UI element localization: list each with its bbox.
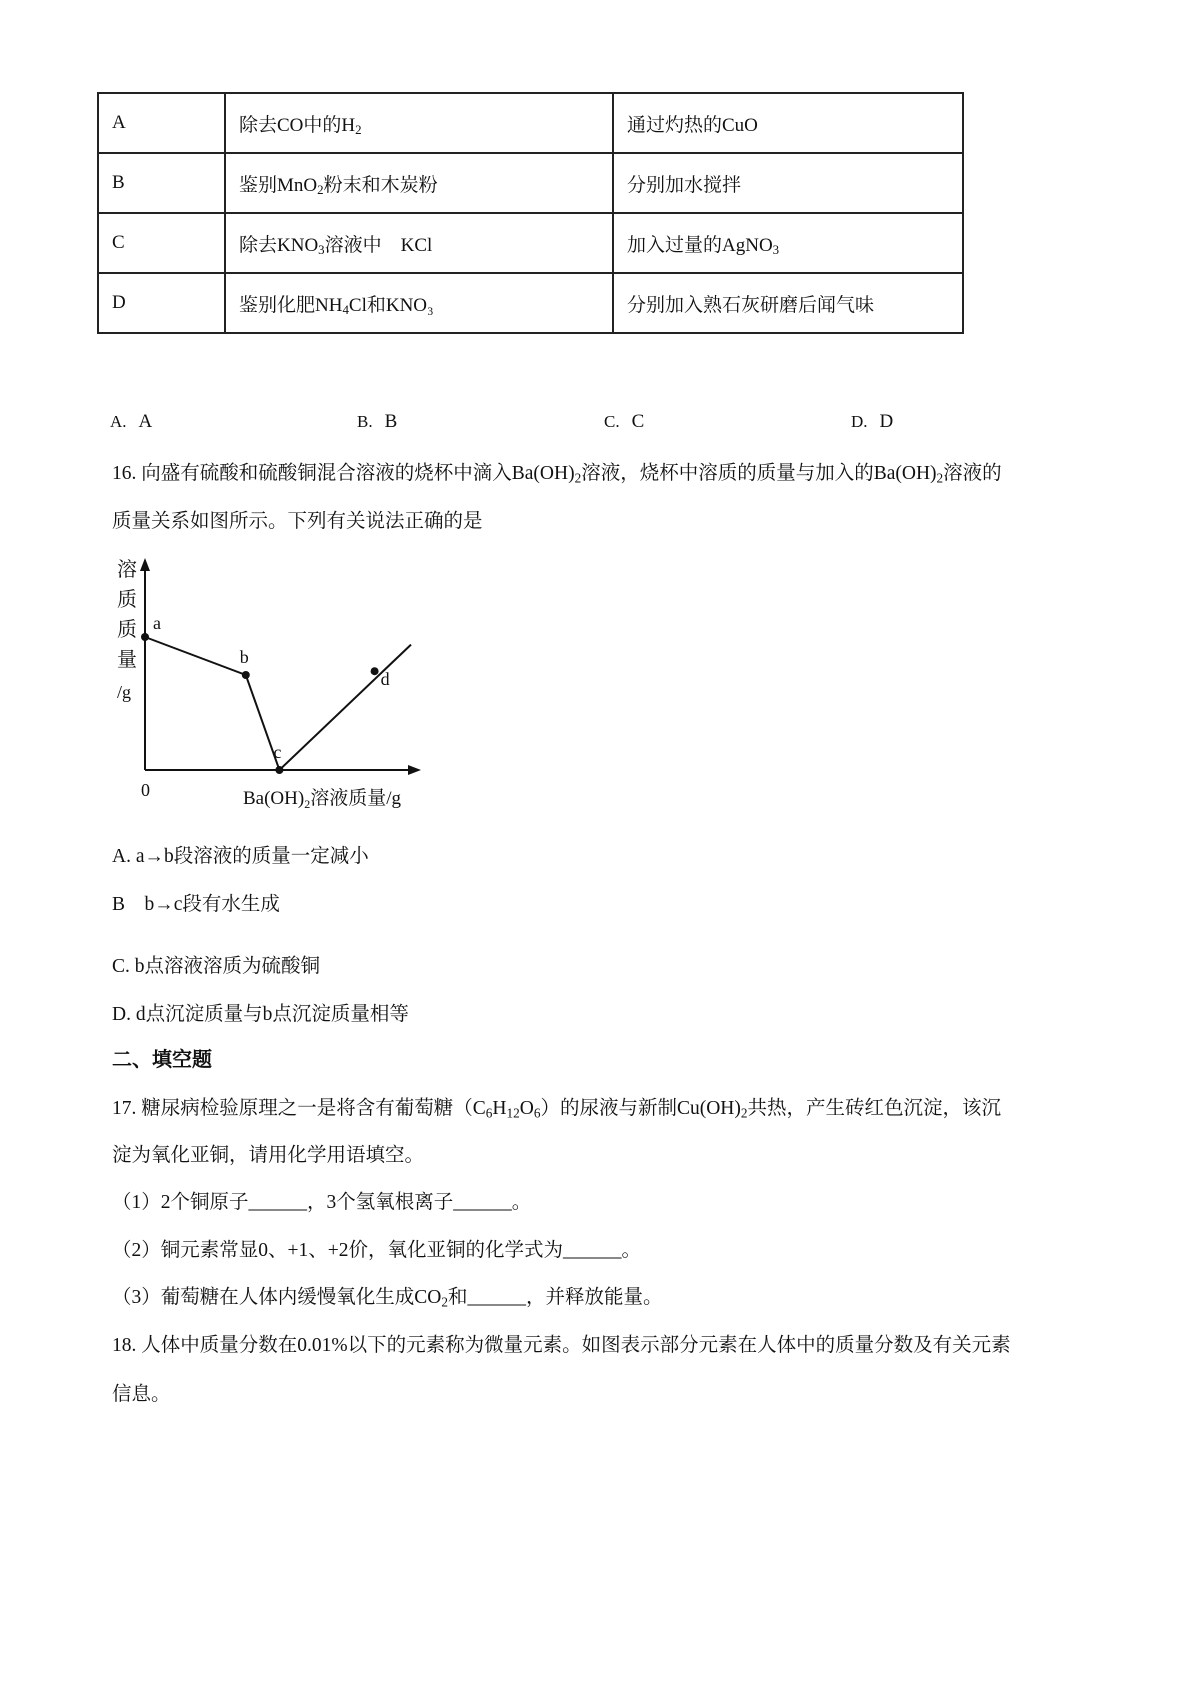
y-unit: /g: [117, 682, 132, 702]
q16-choice-a: A. a→b段溶液的质量一定减小: [112, 846, 369, 867]
curve-layer: [141, 613, 411, 774]
y-label-char: 溶: [117, 559, 137, 581]
q15-option-b: [357, 411, 397, 433]
option-cell: B: [98, 153, 225, 213]
q17-text: 和______，并释放能量。: [447, 1287, 663, 1308]
purpose-cell: [225, 273, 613, 333]
subscript: 2: [441, 1294, 448, 1310]
q16-choice-b: B b→c段有水生成: [112, 894, 280, 915]
y-label-char: 质: [117, 589, 137, 611]
option-label: B.: [357, 412, 373, 431]
q17-text: 共热，产生砖红色沉淀，该沉: [747, 1098, 1002, 1119]
subscript: 3: [318, 241, 325, 257]
section-title: 二、填空题: [112, 1047, 212, 1071]
point-label-b: b: [239, 647, 249, 667]
method-cell: [613, 93, 963, 153]
q17-sub1: （1）2个铜原子______，3个氢氧根离子______。: [112, 1192, 532, 1213]
q15-table-body: [98, 93, 963, 333]
q16-graph: [105, 552, 435, 817]
subscript: 6: [533, 1105, 541, 1121]
purpose-text: 除去CO中的H: [239, 114, 356, 136]
origin-label: 0: [141, 780, 150, 800]
purpose-text: 除去KNO: [239, 234, 319, 256]
subscript: 2: [355, 121, 362, 137]
table-row: [98, 213, 963, 273]
subscript: 2: [317, 181, 324, 197]
table-row: [98, 153, 963, 213]
q17-text: ）的尿液与新制Cu(OH): [540, 1098, 741, 1119]
purpose-text: 鉴别化肥NH: [239, 294, 343, 316]
y-label-char: 量: [117, 649, 137, 671]
subscript: 6: [485, 1105, 493, 1121]
table-row: [98, 273, 963, 333]
subscript: 4: [342, 301, 349, 317]
table-row: [98, 93, 963, 153]
point-label-c: c: [273, 742, 282, 762]
subscript: 12: [506, 1105, 520, 1121]
q16-choice-d: D. d点沉淀质量与b点沉淀质量相等: [112, 1004, 409, 1025]
method-text: 分别加水搅拌: [627, 174, 742, 196]
option-value: B: [384, 411, 398, 432]
point-b: [242, 671, 250, 679]
method-text: 通过灼热的CuO: [627, 114, 758, 136]
x-label: $Ba(OH)_2$溶液质量/g: [243, 788, 401, 811]
method-cell: [613, 153, 963, 213]
point-label-a: a: [153, 613, 161, 633]
q16-choice-c: C. b点溶液溶质为硫酸铜: [112, 956, 321, 977]
option-label: A.: [110, 412, 127, 431]
point-d: [371, 667, 379, 675]
purpose-text: 粉末和木炭粉: [323, 174, 438, 196]
purpose-text: 鉴别MnO: [239, 174, 318, 196]
q17-text: （3）葡萄糖在人体内缓慢氧化生成CO: [112, 1287, 442, 1308]
purpose-cell: [225, 93, 613, 153]
option-value: C: [631, 411, 645, 432]
option-value: D: [879, 411, 894, 432]
q18-stem-line1: 18. 人体中质量分数在0.01%以下的元素称为微量元素。如图表示部分元素在人体中的质量分数及有关元素: [112, 1335, 1011, 1356]
q17-sub2: （2）铜元素常显0、+1、+2价，氧化亚铜的化学式为______。: [112, 1240, 641, 1261]
q15-option-d: [851, 411, 893, 433]
purpose-cell: [225, 153, 613, 213]
q18-stem-line2: 信息。: [112, 1384, 171, 1405]
point-label-d: d: [380, 669, 390, 690]
option-label: C.: [604, 412, 620, 431]
y-label-char: 质: [117, 619, 137, 641]
subscript: 2: [740, 1105, 748, 1121]
q17-text: 17. 糖尿病检验原理之一是将含有葡萄糖（C: [112, 1098, 486, 1119]
option-value: A: [138, 411, 153, 432]
q17-text: H: [492, 1098, 507, 1119]
q17-sub3: [112, 1281, 662, 1309]
q16-stem-line1: [112, 457, 1002, 485]
method-cell: [613, 273, 963, 333]
purpose-text: Cl和KNO₃: [348, 294, 434, 316]
subscript: 2: [574, 470, 582, 486]
q16-text: 16. 向盛有硫酸和硫酸铜混合溶液的烧杯中滴入Ba(OH): [112, 463, 575, 484]
method-text: 分别加入熟石灰研磨后闻气味: [627, 294, 875, 316]
q17-stem-line2: 淀为氧化亚铜，请用化学用语填空。: [112, 1145, 425, 1166]
subscript: 2: [936, 470, 944, 486]
q15-option-c: [604, 411, 644, 433]
point-a: [141, 633, 149, 641]
q17-stem-line1: [112, 1092, 1001, 1120]
q15-option-a: [110, 411, 152, 433]
x-axis-arrow: [408, 765, 421, 775]
option-label: D.: [851, 412, 868, 431]
q17-text: O: [519, 1098, 534, 1119]
q16-stem-line2: 质量关系如图所示。下列有关说法正确的是: [112, 511, 483, 532]
method-text: 加入过量的AgNO: [627, 234, 773, 256]
q16-text: 溶液，烧杯中溶质的质量与加入的Ba(OH): [581, 463, 937, 484]
purpose-cell: [225, 213, 613, 273]
y-axis-arrow: [140, 558, 150, 571]
option-cell: A: [98, 93, 225, 153]
option-cell: C: [98, 213, 225, 273]
option-cell: D: [98, 273, 225, 333]
q16-text: 溶液的: [943, 463, 1002, 484]
point-c: [275, 766, 283, 774]
subscript: 3: [772, 241, 780, 257]
q15-table: [97, 92, 964, 334]
method-cell: [613, 213, 963, 273]
purpose-text: 溶液中 KCl: [324, 234, 433, 256]
